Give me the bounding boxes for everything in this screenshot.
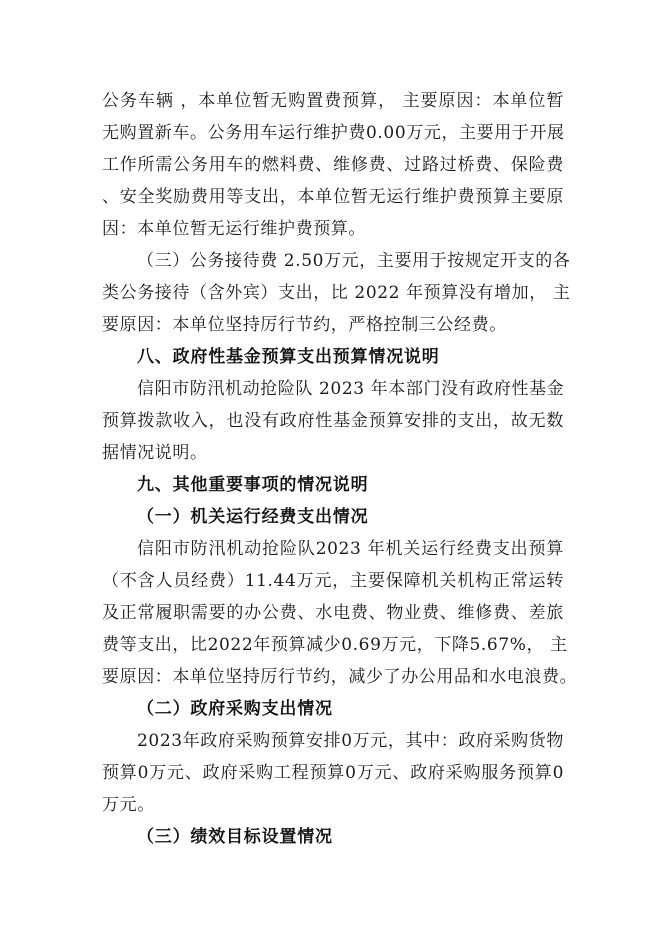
text-line: 据情况说明。 (102, 443, 208, 463)
text-line: 信阳市防汛机动抢险队2023 年机关运行经费支出预算 (137, 539, 564, 559)
text-line: 工作所需公务用车的燃料费、维修费、过路过桥费、保险费 (102, 155, 564, 175)
text-line: 及正常履职需要的办公费、水电费、物业费、维修费、差旅 (102, 603, 564, 623)
text-line: （三）公务接待费 2.50万元，主要用于按规定开支的各 (137, 251, 571, 271)
text-line: 要原因：本单位坚持厉行节约，减少了办公用品和水电浪费。 (102, 667, 578, 687)
text-line: 、安全奖励费用等支出，本单位暂无运行维护费预算主要原 (102, 187, 564, 207)
text-line: 预算拨款收入，也没有政府性基金预算安排的支出，故无数 (102, 411, 564, 431)
section-heading: 九、其他重要事项的情况说明 (137, 475, 369, 495)
text-line: 公务车辆 ，本单位暂无购置费预算， 主要原因：本单位暂 (102, 91, 564, 111)
subsection-heading: （二）政府采购支出情况 (137, 699, 333, 719)
text-line: 类公务接待（含外宾）支出，比 2022 年预算没有增加， 主 (102, 283, 571, 303)
text-line: 信阳市防汛机动抢险队 2023 年本部门没有政府性基金 (137, 379, 565, 399)
text-line: 因：本单位暂无运行维护费预算。 (102, 219, 366, 239)
subsection-heading: （三）绩效目标设置情况 (137, 827, 333, 847)
text-line: 万元。 (102, 795, 155, 815)
section-heading: 八、政府性基金预算支出预算情况说明 (137, 347, 440, 367)
text-line: 预算0万元、政府采购工程预算0万元、政府采购服务预算0 (102, 763, 564, 783)
text-line: （不含人员经费）11.44万元，主要保障机关机构正常运转 (102, 571, 564, 591)
text-line: 费等支出，比2022年预算减少0.69万元，下降5.67%， 主 (102, 635, 568, 655)
text-line: 要原因：本单位坚持厉行节约，严格控制三公经费。 (102, 315, 507, 335)
text-line: 2023年政府采购预算安排0万元，其中：政府采购货物 (137, 731, 564, 751)
text-line: 无购置新车。公务用车运行维护费0.00万元，主要用于开展 (102, 123, 565, 143)
subsection-heading: （一）机关运行经费支出情况 (137, 507, 369, 527)
